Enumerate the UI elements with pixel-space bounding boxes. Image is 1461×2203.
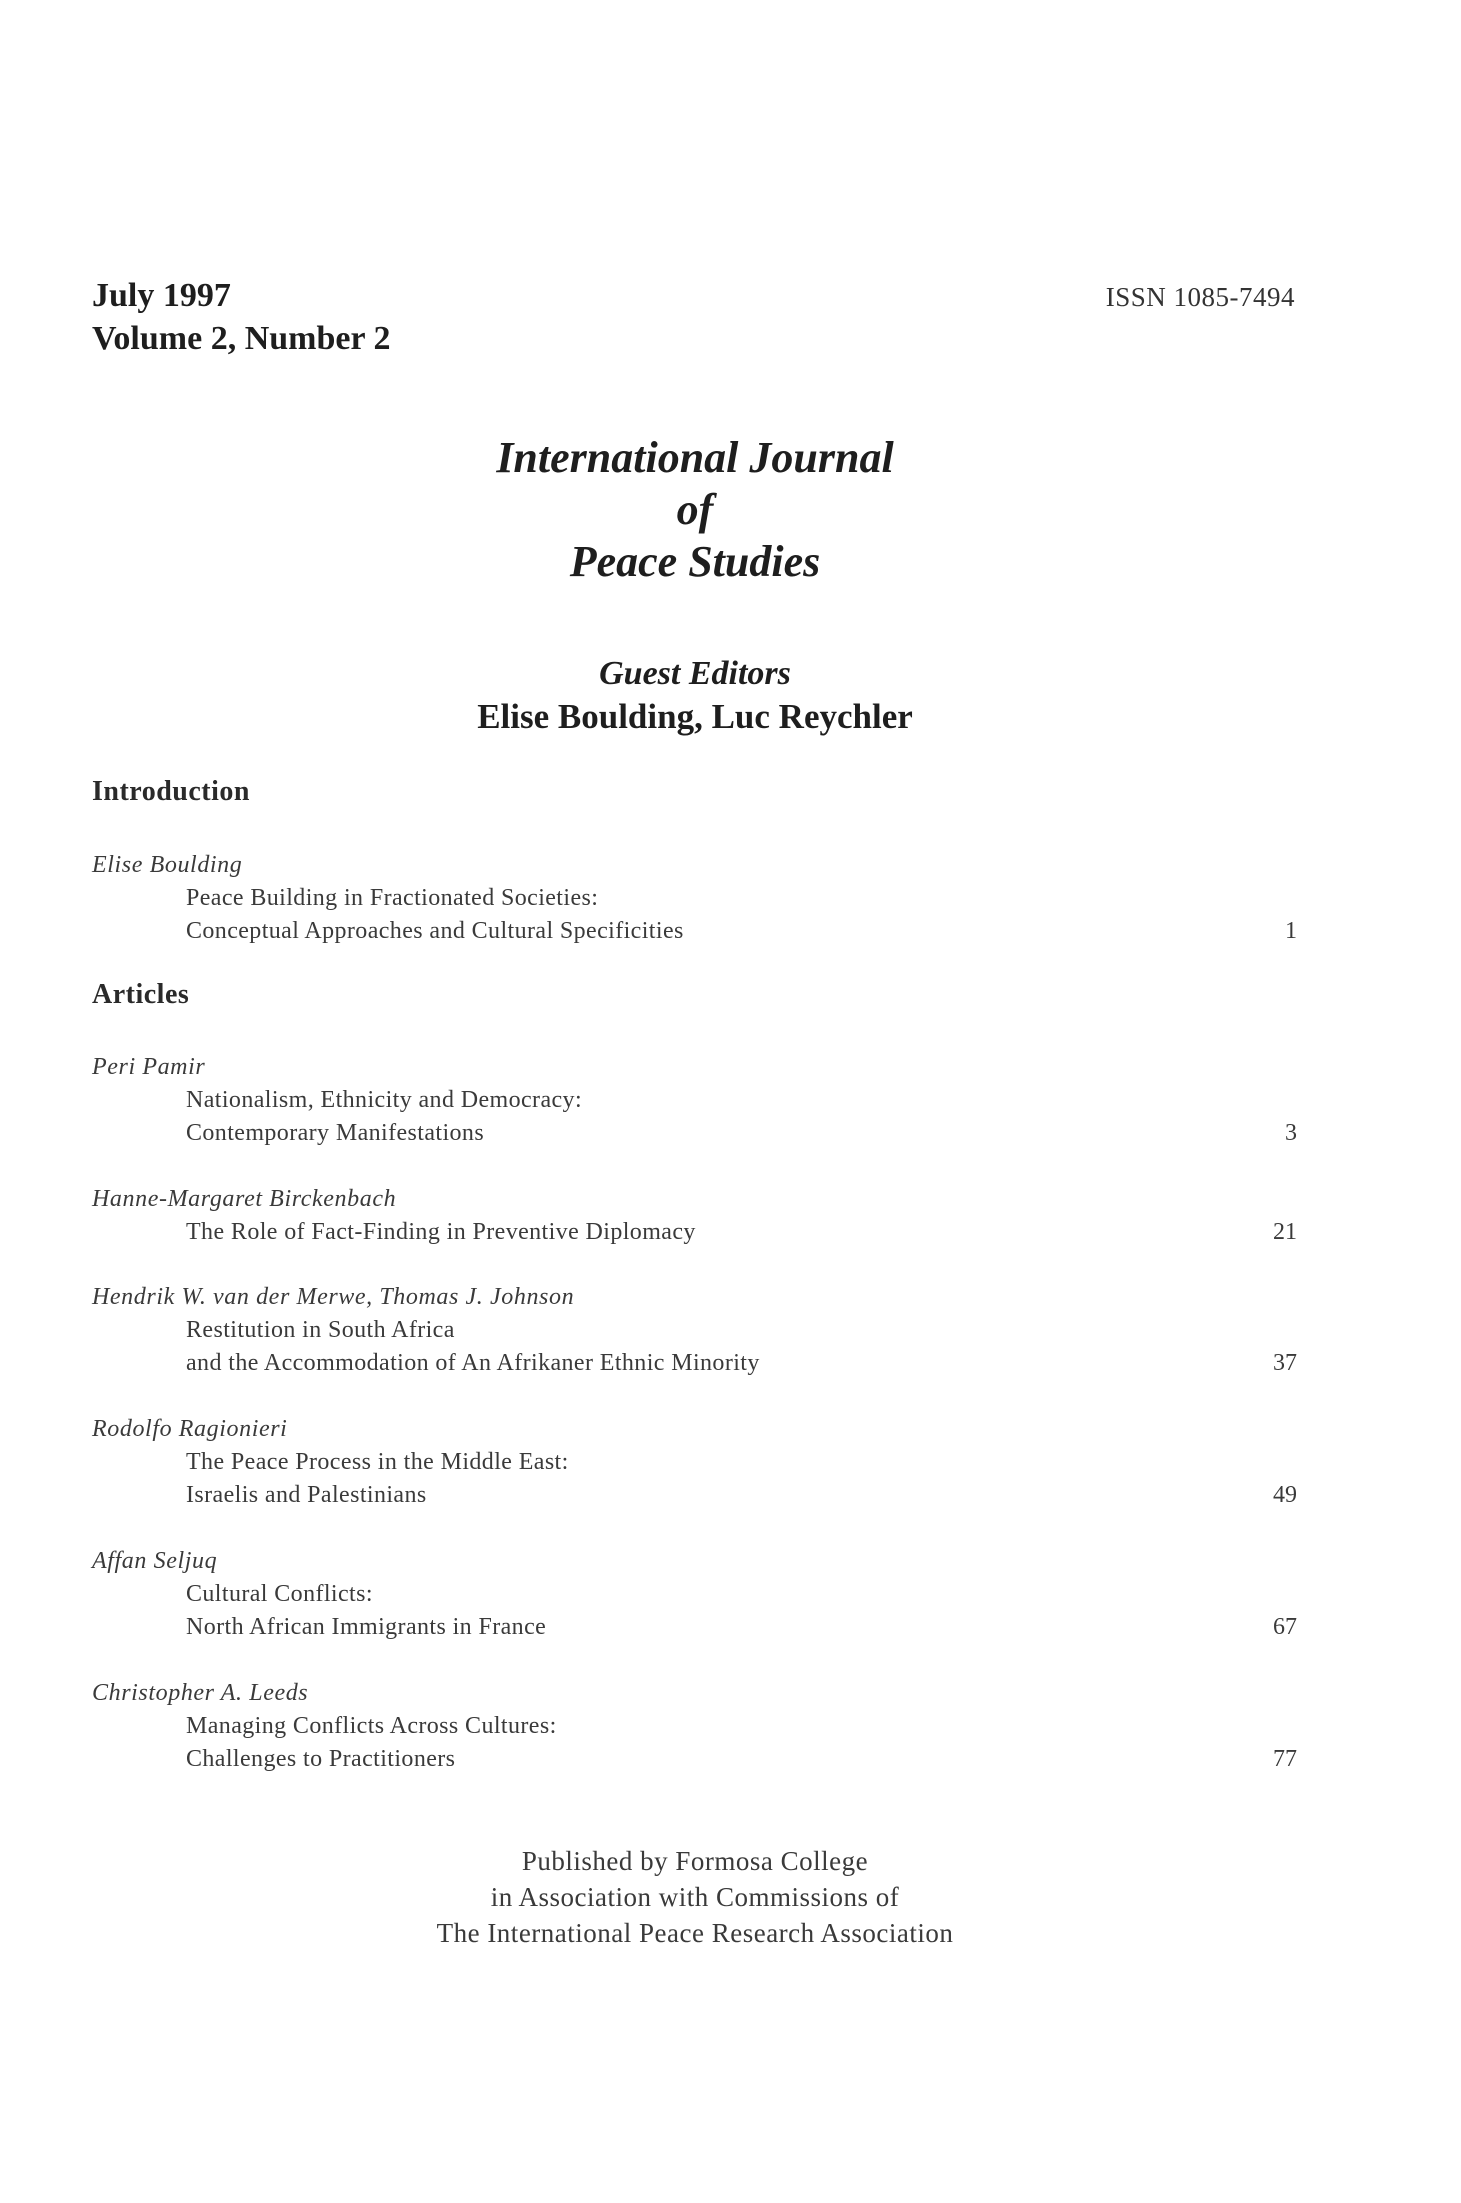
issue-date: July 1997 [92,277,231,314]
entry-author: Hendrik W. van der Merwe, Thomas J. Johnson [92,1284,575,1310]
entry-title-line: Managing Conflicts Across Cultures: [186,1713,557,1739]
entry-title-line: Conceptual Approaches and Cultural Specificities [186,918,684,944]
entry-title-line: North African Immigrants in France [186,1614,547,1640]
publisher-line-2: in Association with Commissions of [490,1882,900,1912]
entry-author: Hanne-Margaret Birckenbach [92,1186,397,1212]
entry-author: Christopher A. Leeds [92,1680,309,1706]
section-heading-articles: Articles [92,979,190,1010]
entry-author: Affan Seljuq [92,1548,218,1574]
journal-title-line-3: Peace Studies [569,537,821,586]
entry-page-number: 77 [1273,1746,1297,1772]
entry-page-number: 37 [1273,1350,1297,1376]
journal-title-line-1: International Journal [496,433,894,482]
issn: ISSN 1085-7494 [1105,282,1295,312]
entry-title-line: Nationalism, Ethnicity and Democracy: [186,1087,583,1113]
entry-page-number: 1 [1285,918,1297,944]
entry-title-line: Israelis and Palestinians [186,1482,427,1508]
entry-title-line: Peace Building in Fractionated Societies: [186,885,599,911]
publisher-line-1: Published by Formosa College [521,1846,869,1876]
entry-title-line: Restitution in South Africa [186,1317,455,1343]
entry-page-number: 21 [1273,1219,1297,1245]
entry-title-line: The Peace Process in the Middle East: [186,1449,569,1475]
toc-entry [92,1281,1297,1380]
toc-entry [92,1677,1297,1776]
entry-title-line: The Role of Fact-Finding in Preventive Diplomacy [186,1219,696,1245]
publisher-line-3: The International Peace Research Association [436,1918,954,1948]
guest-editors-names: Elise Boulding, Luc Reychler [477,697,913,736]
journal-title [0,432,1390,588]
guest-editors-label: Guest Editors [599,655,791,692]
entry-author: Rodolfo Ragionieri [92,1416,288,1442]
journal-title-line-2: of [676,485,714,534]
publisher-info [0,1843,1390,1951]
entry-title-line: Contemporary Manifestations [186,1120,485,1146]
entry-page-number: 3 [1285,1120,1297,1146]
issue-volume: Volume 2, Number 2 [92,320,391,357]
toc-entry [92,1413,1297,1512]
toc-entry [92,1545,1297,1644]
toc-entry [92,849,1297,948]
toc-entry [92,1051,1297,1150]
entry-title-line: and the Accommodation of An Afrikaner Ethnic Minority [186,1350,760,1376]
entry-page-number: 49 [1273,1482,1297,1508]
entry-author: Peri Pamir [92,1054,206,1080]
toc-entry [92,1183,1297,1249]
entry-title-line: Cultural Conflicts: [186,1581,373,1607]
section-heading-introduction: Introduction [92,776,250,807]
entry-title-line: Challenges to Practitioners [186,1746,456,1772]
entry-page-number: 67 [1273,1614,1297,1640]
entry-author: Elise Boulding [92,852,243,878]
